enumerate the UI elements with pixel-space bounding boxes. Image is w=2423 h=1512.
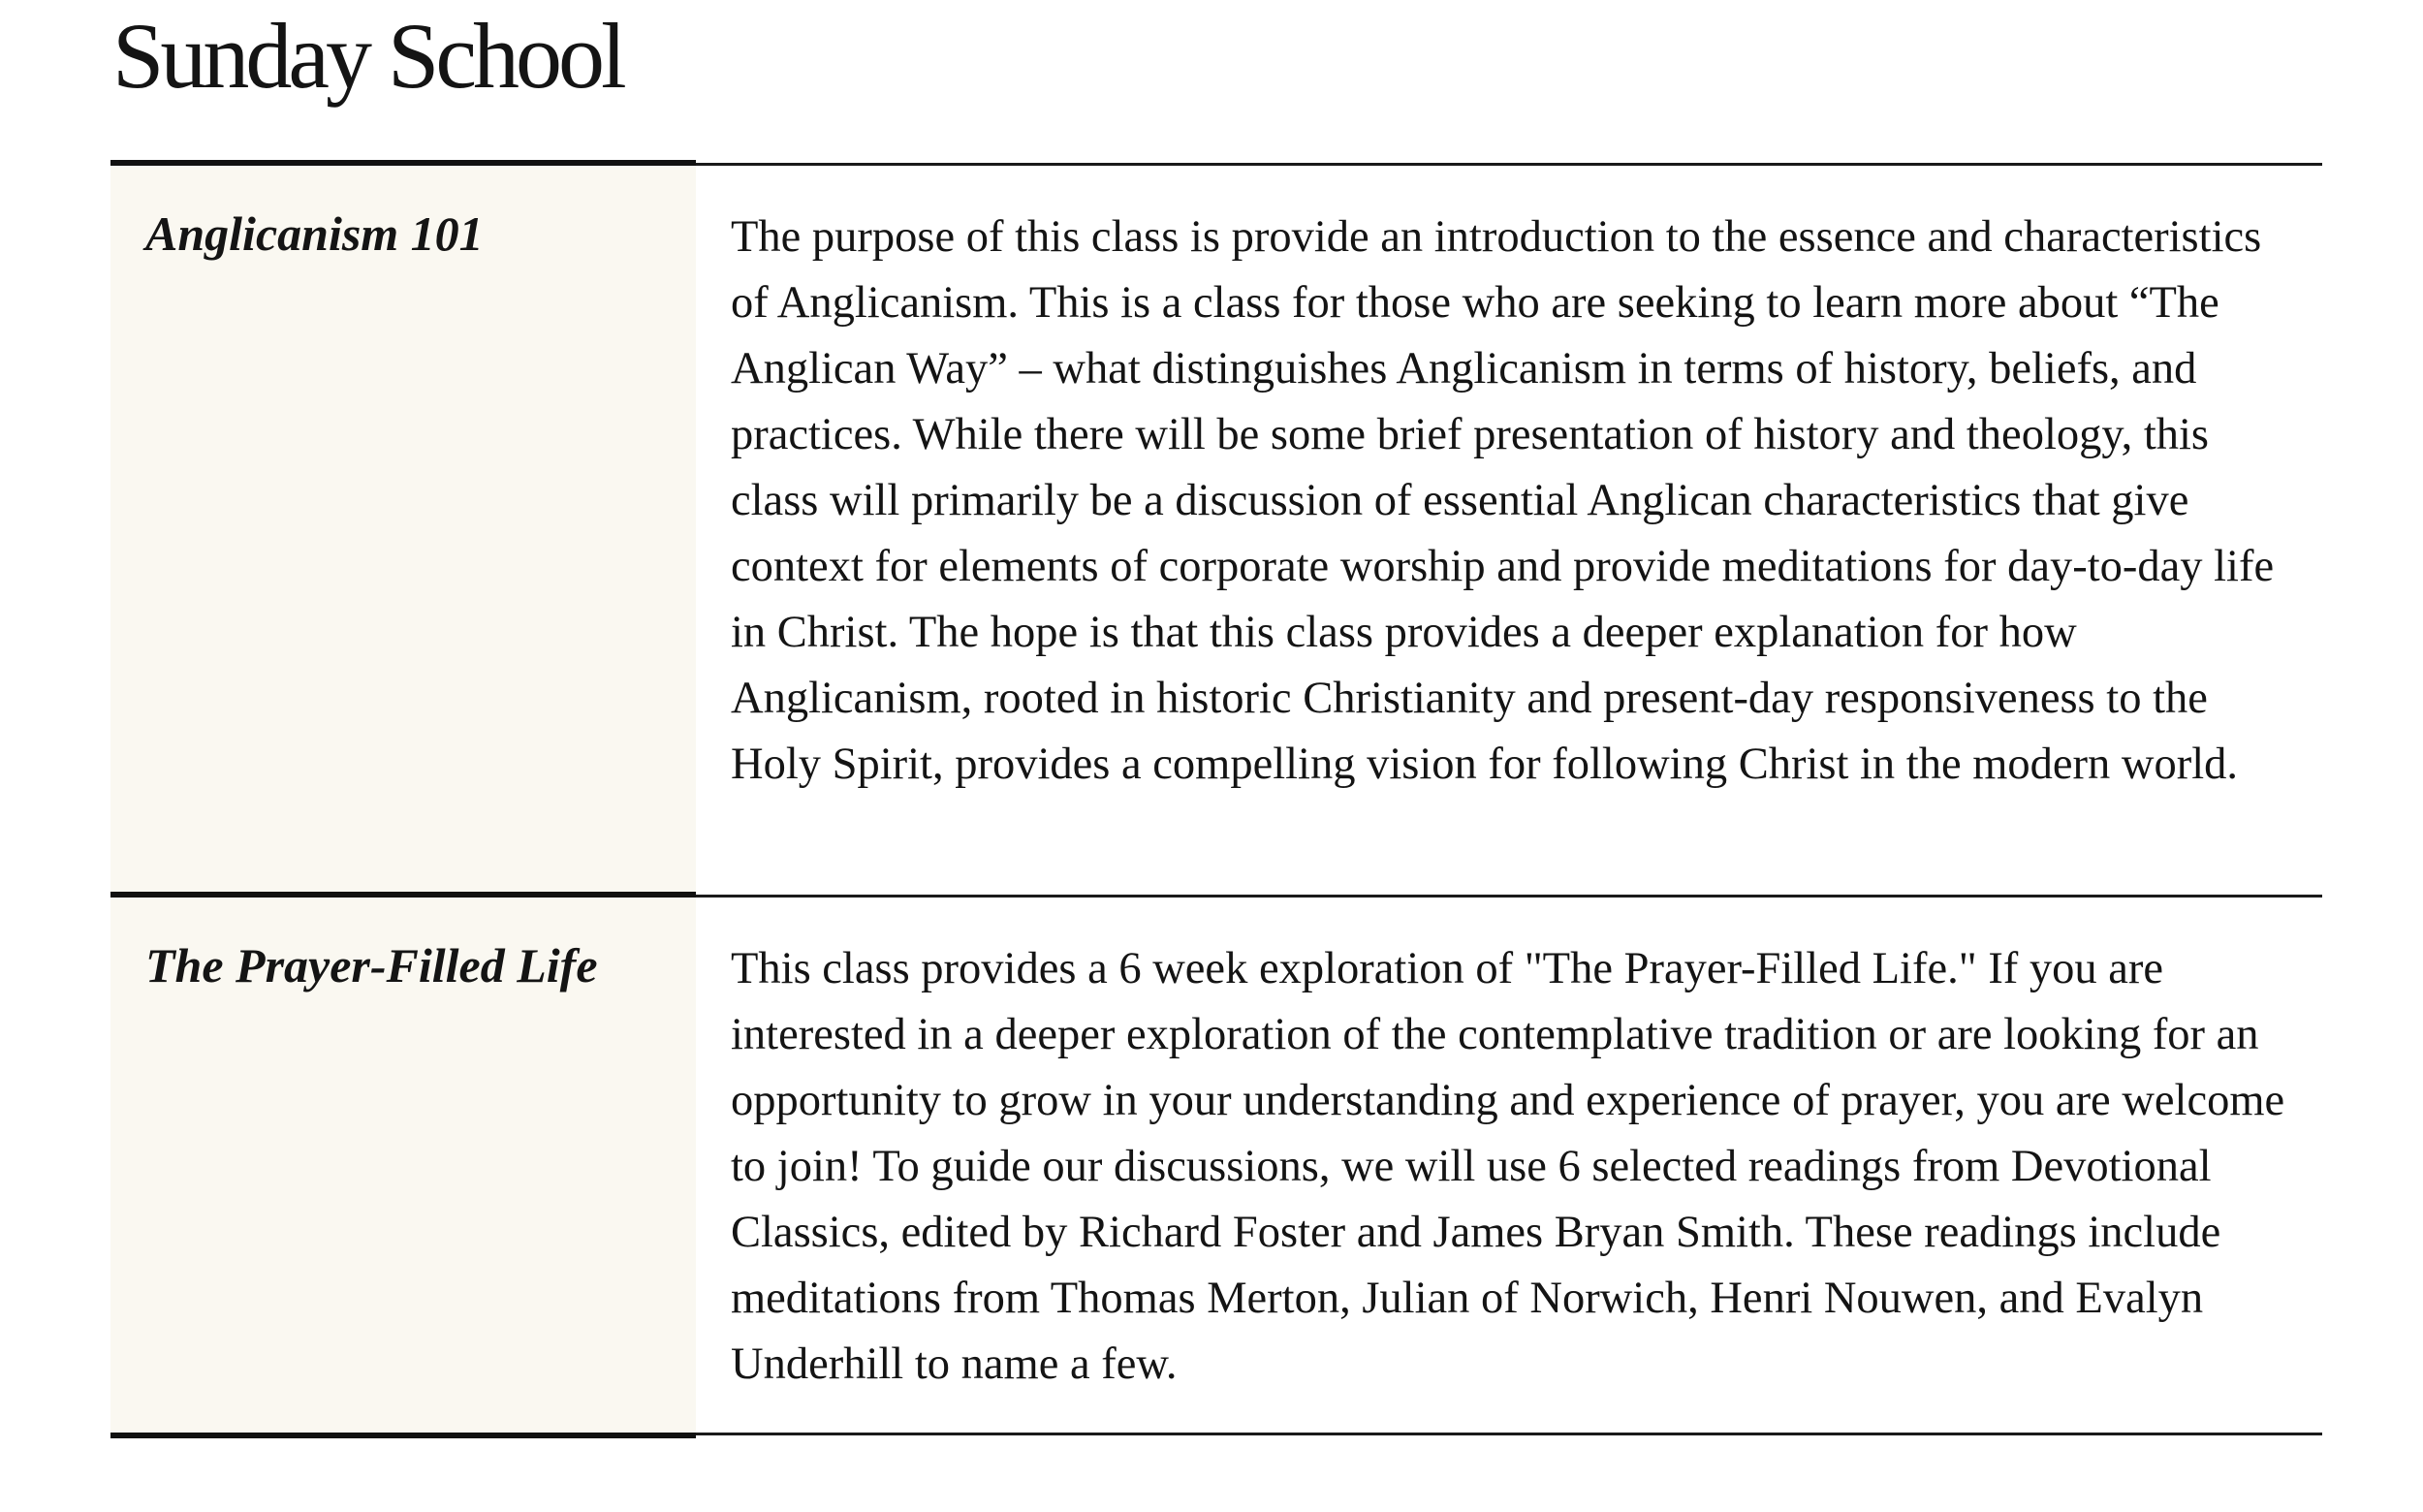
class-description-cell xyxy=(696,166,2322,895)
class-table xyxy=(110,163,2322,1435)
class-row xyxy=(110,895,2322,1435)
page-title: Sunday School xyxy=(112,4,623,108)
class-description-cell xyxy=(696,898,2322,1433)
class-row xyxy=(110,163,2322,895)
class-description: This class provides a 6 week exploration of "The Prayer-Filled Life." If you are interested in a deeper exploration of the contemplative tradition or are looking for an opportunity to grow in your understanding and experience of prayer, you are welcome to join! To guide our discussions, we will use 6 selected readings from Devotional Classics, edited by Richard Foster and James Bryan Smith. These readings include meditations from Thomas Merton, Julian of Norwich, Henri Nouwen, and Evalyn Underhill to name a few. xyxy=(731,944,2285,1389)
class-name-cell xyxy=(110,898,696,1433)
class-name: The Prayer-Filled Life xyxy=(145,938,598,992)
class-name: Anglicanism 101 xyxy=(145,206,484,261)
class-name-cell xyxy=(110,166,696,895)
class-description: The purpose of this class is provide an introduction to the essence and characteristics of Anglicanism. This is a class for those who are seeking to learn more about “The Anglican Way” – what distinguishes Anglicanism in terms of history, beliefs, and practices. While there will be some brief presentation of history and theology, this class will primarily be a discussion of essential Anglican characteristics that give context for elements of corporate worship and provide meditations for day-to-day life in Christ. The hope is that this class provides a deeper explanation for how Anglicanism, rooted in historic Christianity and present-day responsiveness to the Holy Spirit, provides a compelling vision for following Christ in the modern world. xyxy=(731,212,2275,789)
